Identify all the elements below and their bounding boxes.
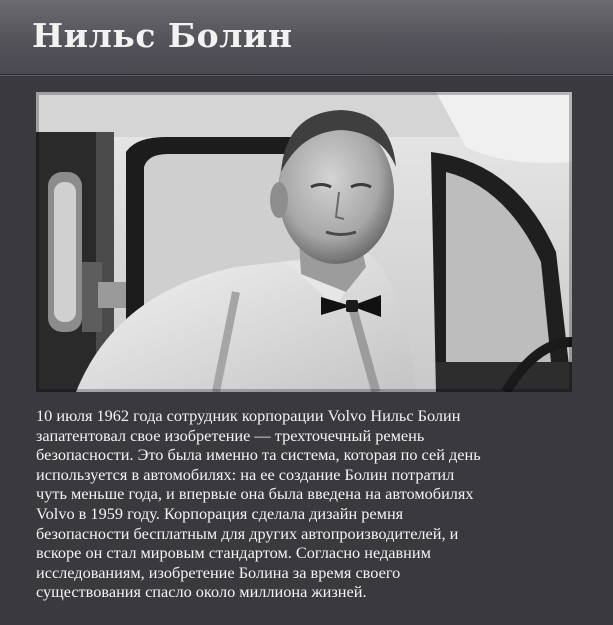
text-line: исследованиям, изобретение Болина за время своего xyxy=(36,562,401,582)
text-line: запатентовал свое изобретение — трехточечный ремень xyxy=(36,425,425,445)
text-line: Volvo в 1959 году. Корпорация сделала дизайн ремня xyxy=(36,503,404,523)
text-line: вскоре он стал мировым стандартом. Согласно недавним xyxy=(36,543,431,563)
text-line: используется в автомобилях: на ее создание Болин потратил xyxy=(36,464,455,484)
title-bar xyxy=(0,0,613,75)
page-title: Нильс Болин xyxy=(32,16,293,55)
text-line: безопасности бесплатным для других автопроизводителей, и xyxy=(36,523,459,543)
text-line: 10 июля 1962 года сотрудник корпорации Volvo Нильс Болин xyxy=(36,406,461,425)
text-line: безопасности. Это была именно та система, которая по сей день xyxy=(36,445,481,465)
portrait-photo xyxy=(36,92,572,392)
article-text xyxy=(36,406,582,602)
text-line: существования спасло около миллиона жизней. xyxy=(36,582,367,602)
text-line: чуть меньше года, и впервые она была введена на автомобилях xyxy=(36,484,474,504)
